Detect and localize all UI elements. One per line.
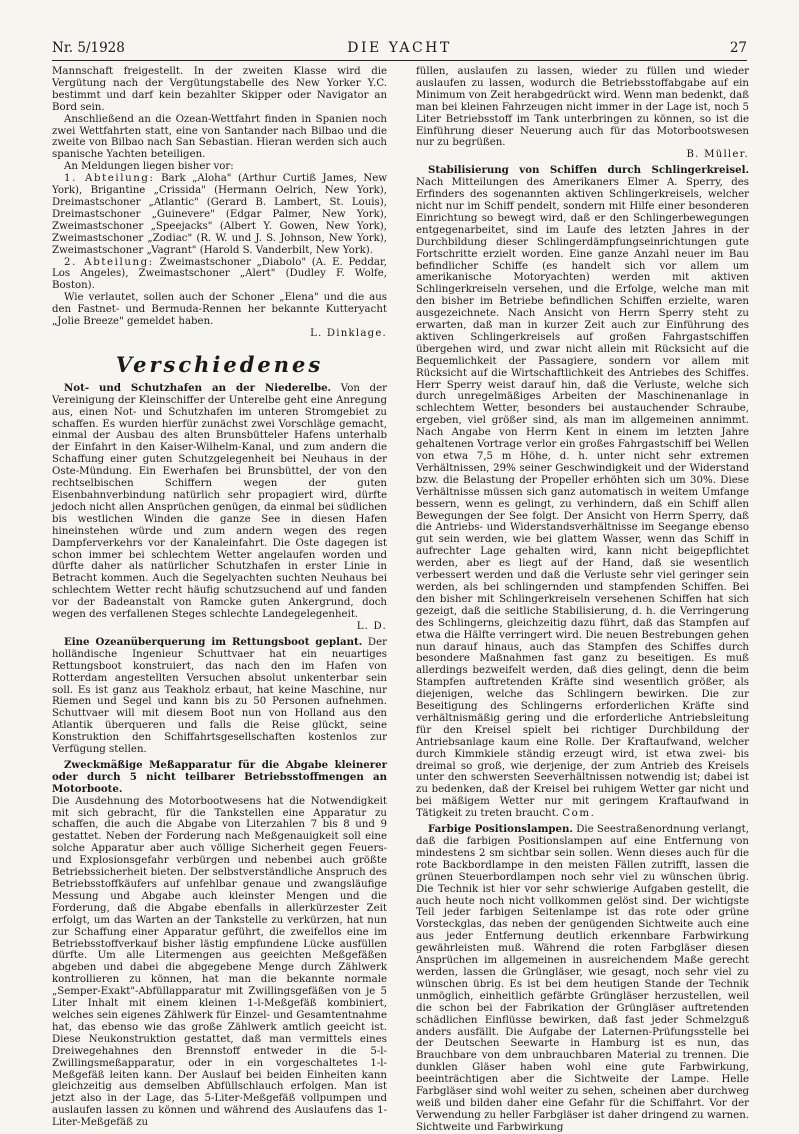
article-not-und-schutzhafen [52,383,387,621]
article-body: Der holländische Ingenieur Schuttvaer hat ein neuartiges Rettungsboot konstruiert, das nach den im Hafen von Rotterdam angestellten Versuchen absolut unkenterbar sein soll. Es ist ganz aus Teakholz erbaut, hat keine Maschine, nur Riemen und Segel und kann bis zu 50 Personen aufnehmen. Schuttvaer will mit diesem Boot nun von Holland aus den Atlantik überqueren und falls die Reise glückt, seine Konstruktion den Schiffahrtsgesellschaften kostenlos zur Verfügung stellen. [52,636,387,756]
entries-division-2 [52,257,387,293]
article-ozeanueberquerung [52,637,387,756]
article-heading: Eine Ozeanüberquerung im Rettungsboot geplant. [64,635,363,648]
article-positionslampen [416,824,749,1134]
paragraph: füllen, auslaufen zu lassen, wieder zu füllen und wieder auslaufen zu lassen, wodurch die Betriebsstoffabgabe auf ein Minimum von Zeit herabgedrückt wird. Wenn man bedenkt, daß man bei kleinen Fahrzeugen nicht immer in der Lage ist, noch 5 Liter Betriebsstoff im Tank unterbringen zu können, so ist die Einführung dieser Neuerung auch für das Motorbootswesen nur zu begrüßen. [416,66,749,149]
paragraph: Wie verlautet, sollen auch der Schoner „Elena" und die aus den Fastnet- und Bermuda-Rennen her bekannte Kutteryacht „Jolie Breeze" gemeldet haben. [52,292,387,328]
right-column [416,66,749,1133]
division-entries: Bark „Aloha" (Arthur Curtiß James, New York), Brigantine „Crissida" (Hermann Oelrich, New York), Dreimastschoner „Atlantic" (Gerard B. Lambert, St. Louis), Dreimastschoner „Guinevere" (Edgar Palmer, New York), Zweimastschoner „Speejacks" (Albert Y. Gowen, New York), Zweimastschoner „Zodiac" (R. W. und J. S. Johnson, New York), Zweimastschoner „Vagrant" (Harold S. Vanderbilt, New York). [52,173,387,256]
magazine-title: DIE YACHT [347,40,452,56]
article-heading: Stabilisierung von Schiffen durch Schlingerkreisel. [428,164,749,177]
division-entries: Zweimastschoner „Diabolo" (A. E. Peddar, Los Angeles), Zweimastschoner „Alert" (Dudley F. Wolfe, Boston). [52,256,387,292]
section-title: Verschiedenes [115,351,324,377]
division-label: 1. Abteilung: [64,173,155,185]
article-body: Von der Vereinigung der Kleinschiffer der Unterelbe geht eine Anregung aus, einen Not- und Schutzhafen im unteren Stromgebiet zu schaffen. Es wurden hierfür zunächst zwei Vorschläge gemacht, einmal der Ausbau des alten Brunsbütteler Hafens unterhalb der Einfahrt in den Kaiser-Wilhelm-Kanal, und zum andern die Schaffung einer guten Schutzgelegenheit bei Neuhaus in der Oste-Mündung. Ein Ewerhafen bei Brunsbüttel, der von den rechtselbischen Schiffern wegen der guten Eisenbahnverbindung natürlich sehr propagiert wird, dürfte jedoch nicht allen Ansprüchen genügen, da einmal bei südlichen bis westlichen Winden die ganze See in diesen Hafen hineinstehen würde und zum andern wegen des regen Dampferverkehrs vor der Kanaleinfahrt. Die Oste dagegen ist schon immer bei schlechtem Wetter angelaufen worden und dürfte daher als natürlicher Schutzhafen in erster Linie in Betracht kommen. Auch die Segelyachten suchten Neuhaus bei schlechtem Wetter recht häufig schutzsuchend auf und fanden vor der Badeanstalt von Ramcke guten Ankergrund, doch wegen des verfallenen Steges schlechte Landegelegenheit. [52,382,387,621]
author-signature: L. D. [356,620,387,632]
division-label: 2. Abteilung: [64,256,154,268]
entries-division-1 [52,173,387,256]
article-body: Die Ausdehnung des Motorbootwesens hat die Notwendigkeit mit sich gebracht, für die Tankstellen eine Apparatur zu schaffen, die auch die Abgabe von Literzahlen 7 bis 8 und 9 gestattet. Neben der Forderung nach Meßgenauigkeit soll eine solche Apparatur aber auch völlige Sicherheit gegen Feuers- und Explosionsgefahr verbürgen und nebenbei auch größte Betriebssicherheit bieten. Der selbstverständliche Anspruch des Betriebsstoffkäufers auf unfehlbar genaue und zwangsläufige Messung und Abgabe auch kleinster Mengen und die Forderung, daß die Abgabe ebenfalls in allerkürzester Zeit erfolgt, um das Warten an der Tankstelle zu verkürzen, hat nun zur Schaffung einer Apparatur geführt, die zweifellos eine im Betriebsstoffverkauf bisher lästig empfundene Lücke ausfüllen dürfte. Um alle Litermengen aus geeichten Meßgefäßen abgeben und dabei die abgegebene Menge durch Zählwerk kontrollieren zu können, hat man die bekannte normale „Semper-Exakt"-Abfüllapparatur mit Zwillingsgefäßen von je 5 Liter Inhalt mit einem kleinen 1-l-Meßgefäß kombiniert, welches sein eigenes Zählwerk für Einzel- und Gesamtentnahme hat, das ebenso wie das große Zählwerk amtlich geeicht ist. Diese Neukonstruktion gestattet, daß man vermittels eines Dreiwegehahnes den Brennstoff entweder in die 5-l-Zwillingsmeßapparatur, oder in ein vorgeschaltetes 1-l-Meßgefäß leiten kann. Der Auslauf bei beiden Einheiten kann gleichzeitig aus demselben Abfüllschlauch erfolgen. Man ist jetzt also in der Lage, das 5-Liter-Meßgefäß vollpumpen und auslaufen lassen zu können und während des Auslaufens das 1-Liter-Meßgefäß zu [52,795,387,1129]
paragraph: Anschließend an die Ozean-Wettfahrt finden in Spanien noch zwei Wettfahrten statt, eine von Santander nach Bilbao und die zweite von Bilbao nach San Sebastian. Hieran werden sich auch spanische Yachten beteiligen. [52,113,387,161]
paragraph: An Meldungen liegen bisher vor: [64,161,234,173]
article-body: Die Seestraßenordnung verlangt, daß die farbigen Positionslampen auf eine Entfernung von mindestens 2 sm sichtbar sein sollen. Wenn dieses auch für die rote Backbordlampe in den meisten Fällen zutrifft, lassen die grünen Steuerbordlampen noch sehr viel zu wünschen übrig. Die Technik ist hier vor sehr schwierige Aufgaben gestellt, die auch heute noch nicht vollkommen gelöst sind. Der wichtigste Teil jeder farbigen Seitenlampe ist das rote oder grüne Vorsteckglas, das neben der genügenden Sichtweite auch eine aus jeder Entfernung deutlich erkennbare Farbwirkung gewährleisten muß. Während die roten Farbgläser diesen Ansprüchen im allgemeinen in ausreichendem Maße gerecht werden, lassen die Grüngläser, wie gesagt, noch sehr viel zu wünschen übrig. Es ist bei dem heutigen Stande der Technik unmöglich, einheitlich gefärbte Grüngläser herzustellen, weil die schon bei der Fabrikation der Grüngläser auftretenden schädlichen Einflüsse bewirken, daß fast jeder Schmelzguß anders ausfällt. Die Aufgabe der Laternen-Prüfungsstelle bei der Deutschen Seewarte in Hamburg ist es nun, das Brauchbare von dem unbrauchbaren Material zu trennen. Die dunklen Gläser haben wohl eine gute Farbwirkung, beeinträchtigen aber die Sichtweite der Lampe. Helle Farbgläser sind wohl weiter zu sehen, scheinen aber durchweg weiß und bilden daher eine Gefahr für die Schiffahrt. Vor der Verwendung zu heller Farbgläser ist daher dringend zu warnen. Sichtweite und Farbwirkung [416,824,749,1133]
author-signature: Com. [562,808,596,820]
paragraph: Mannschaft freigestellt. In der zweiten Klasse wird die Vergütung nach der Vergütungstabelle des New Yorker Y.C. bestimmt und darf kein bezahlter Skipper oder Navigator an Bord sein. [52,66,387,113]
issue-number: Nr. 5/1928 [52,40,125,56]
left-column [52,66,387,1129]
article-heading: Not- und Schutzhafen an der Niederelbe. [64,381,332,394]
article-heading: Zweckmäßige Meßapparatur für die Abgabe kleinerer oder durch 5 nicht teilbarer Betriebsstoffmengen an Motorboote. [52,758,387,795]
article-heading: Farbige Positionslampen. [428,823,573,836]
header-rule [52,60,747,61]
author-signature: B. Müller. [686,149,749,161]
article-body: Nach Mitteilungen des Amerikaners Elmer A. Sperry, des Erfinders des sogenannten aktiven Schlingerkreisels, welcher nicht nur im Schiff pendelt, sondern mit Hilfe einer besonderen Einrichtung so bewegt wird, daß er den Schlingerbewegungen entgegenarbeitet, sind im Laufe des letzten Jahres in der Durchbildung dieser Schlingerdämpfungseinrichtungen gute Fortschritte erzielt worden. Eine ganze Anzahl neuer im Bau befindlicher Schiffe (es handelt sich vor allem um amerikanische Motoryachten) werden mit aktiven Schlingerkreiseln versehen, und die Erfolge, welche man mit den bisher im Betriebe befindlichen Schiffen erzielte, waren ausgezeichnete. Nach Ansicht von Herrn Sperry steht zu erwarten, daß man in kurzer Zeit auch zur Einführung des aktiven Schlingerkreisels auf großen Fahrgastschiffen übergehen wird, und zwar nicht allein mit Rücksicht auf die Bequemlichkeit der Passagiere, sondern vor allem mit Rücksicht auf die Wirtschaftlichkeit des Antriebes des Schiffes. Herr Sperry weist darauf hin, daß die Verluste, welche sich durch unregelmäßiges Arbeiten der Maschinenanlage in schlechtem Wetter, besonders bei austauchender Schraube, ergeben, viel größer sind, als man im allgemeinen annimmt. Nach Angabe von Herrn Kent in einem im letzten Jahre gehaltenen Vortrage verlor ein großes Fahrgastschiff bei Wellen von etwa 7,5 m Höhe, d. h. unter nicht sehr extremen Verhältnissen, 29% seiner Geschwindigkeit und der Widerstand bzw. die Belastung der Propeller erhöhten sich um 30%. Diese Verhältnisse müssen sich ganz automatisch in weitem Umfange bessern, wenn es gelingt, zu verhindern, daß ein Schiff allen Bewegungen der See folgt. Der Ansicht von Herrn Sperry, daß die Antriebs- und Widerstandsverhältnisse im Seegange ebenso gut sein werden, wie bei glattem Wasser, wenn das Schiff in aufrechter Lage gehalten wird, kann nicht beigepflichtet werden, aber es liegt auf der Hand, daß sie wesentlich verbessert werden und daß die Verluste sehr viel geringer sein werden, als bei schlingernden und stampfenden Schiffen. Bei den bisher mit Schlingerkreiseln versehenen Schiffen hat sich gezeigt, daß die seitliche Stabilisierung, d. h. die Verringerung des Schlingerns, gleichzeitig dazu führt, daß das Stampfen auf etwa die Hälfte verringert wird. Die neuen Bestrebungen gehen nun darauf hinaus, auch das Stampfen des Schiffes durch besondere Maßnahmen fast ganz zu beseitigen. Es muß allerdings bezweifelt werden, daß dies gelingt, denn die beim Stampfen auftretenden Kräfte sind wesentlich größer, als diejenigen, welche das Schlingern bewirken. Die zur Beseitigung des Schlingerns erforderlichen Kräfte sind verhältnismäßig gering und die erforderliche Antriebsleitung für den Kreisel spielt bei richtiger Durchbildung der Antriebsanlage kaum eine Rolle. Der Kraftaufwand, welcher durch Kimmkiele ständig erzeugt wird, ist etwa zwei- bis dreimal so groß, wie derjenige, der zum Antrieb des Kreisels unter den schwersten Seeverhältnissen notwendig ist; dabei ist zu bedenken, daß der Kreisel bei ruhigem Wetter gar nicht und bei mäßigem Wetter nur mit geringem Kraftaufwand in Tätigkeit zu treten braucht. [416,177,749,820]
article-schlingerkreisel [416,165,749,820]
author-signature: L. Dinklage. [310,327,387,339]
page-header [52,40,747,60]
page-number: 27 [729,40,747,56]
